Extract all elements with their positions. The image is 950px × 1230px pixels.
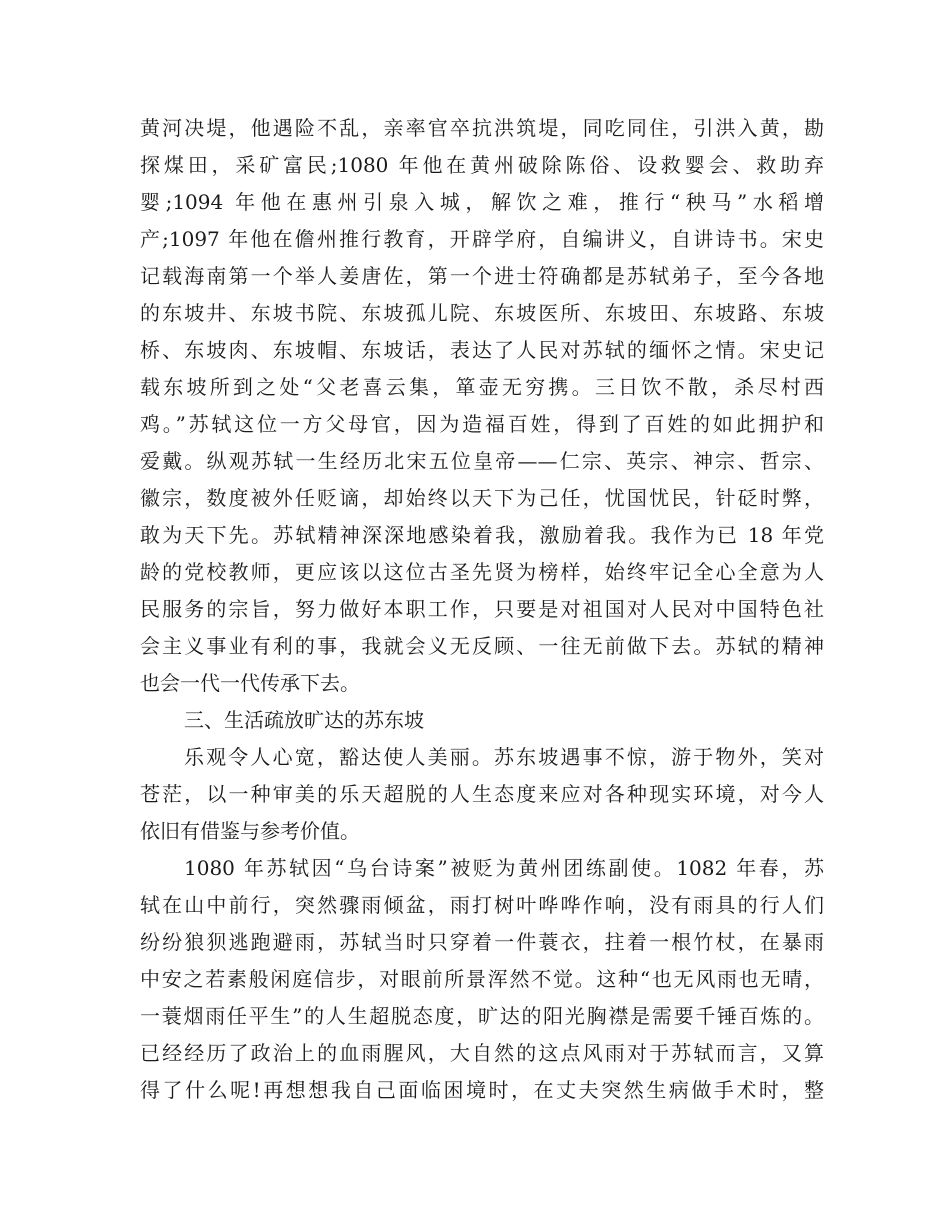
text-line: 婴;1094 年他在惠州引泉入城，解饮之难，推行“秧马”水稻增 [140,190,824,214]
text-line: 中安之若素般闲庭信步，对眼前所景浑然不觉。这种“也无风雨也无晴， [140,967,824,991]
text-line: 乐观令人心宽，豁达使人美丽。苏东坡遇事不惊，游于物外，笑对 [184,745,824,769]
text-line: 敢为天下先。苏轼精神深深地感染着我，激励着我。我作为已 18 年党 [140,523,824,547]
text-line: 龄的党校教师，更应该以这位古圣先贤为榜样，始终牢记全心全意为人 [140,560,824,584]
text-line: 1080 年苏轼因“乌台诗案”被贬为黄州团练副使。1082 年春，苏 [184,856,824,880]
text-line: 得了什么呢!再想想我自己面临困境时，在丈夫突然生病做手术时，整 [140,1078,824,1102]
document-body [140,110,824,1109]
text-line: 民服务的宗旨，努力做好本职工作，只要是对祖国对人民对中国特色社 [140,597,824,621]
text-line: 载东坡所到之处“父老喜云集，箪壶无穷携。三日饮不散，杀尽村西 [140,375,824,399]
text-line: 会主义事业有利的事，我就会义无反顾、一往无前做下去。苏轼的精神 [140,634,824,658]
text-line: 轼在山中前行，突然骤雨倾盆，雨打树叶哗哗作响，没有雨具的行人们 [140,893,824,917]
text-line: 纷纷狼狈逃跑避雨，苏轼当时只穿着一件蓑衣，拄着一根竹杖，在暴雨 [140,930,824,954]
text-line: 依旧有借鉴与参考价值。 [140,819,360,843]
text-line: 也会一代一代传承下去。 [140,671,360,695]
text-line: 徽宗，数度被外任贬谪，却始终以天下为己任，忧国忧民，针砭时弊， [140,486,824,510]
text-line: 鸡。”苏轼这位一方父母官，因为造福百姓，得到了百姓的如此拥护和 [140,412,824,436]
text-line: 已经经历了政治上的血雨腥风，大自然的这点风雨对于苏轼而言，又算 [140,1041,824,1065]
text-line: 探煤田，采矿富民;1080 年他在黄州破除陈俗、设救婴会、救助弃 [140,153,824,177]
text-line: 一蓑烟雨任平生”的人生超脱态度，旷达的阳光胸襟是需要千锤百炼的。 [140,1004,824,1028]
text-line: 桥、东坡肉、东坡帽、东坡话，表达了人民对苏轼的缅怀之情。宋史记 [140,338,824,362]
text-line: 苍茫，以一种审美的乐天超脱的人生态度来应对各种现实环境，对今人 [140,782,824,806]
text-line: 黄河决堤，他遇险不乱，亲率官卒抗洪筑堤，同吃同住，引洪入黄，勘 [140,116,824,140]
text-line: 爱戴。纵观苏轼一生经历北宋五位皇帝——仁宗、英宗、神宗、哲宗、 [140,449,824,473]
section-heading: 三、生活疏放旷达的苏东坡 [184,708,424,732]
text-line: 的东坡井、东坡书院、东坡孤儿院、东坡医所、东坡田、东坡路、东坡 [140,301,824,325]
text-line: 产;1097 年他在儋州推行教育，开辟学府，自编讲义，自讲诗书。宋史 [140,227,824,251]
text-line: 记载海南第一个举人姜唐佐，第一个进士符确都是苏轼弟子，至今各地 [140,264,824,288]
